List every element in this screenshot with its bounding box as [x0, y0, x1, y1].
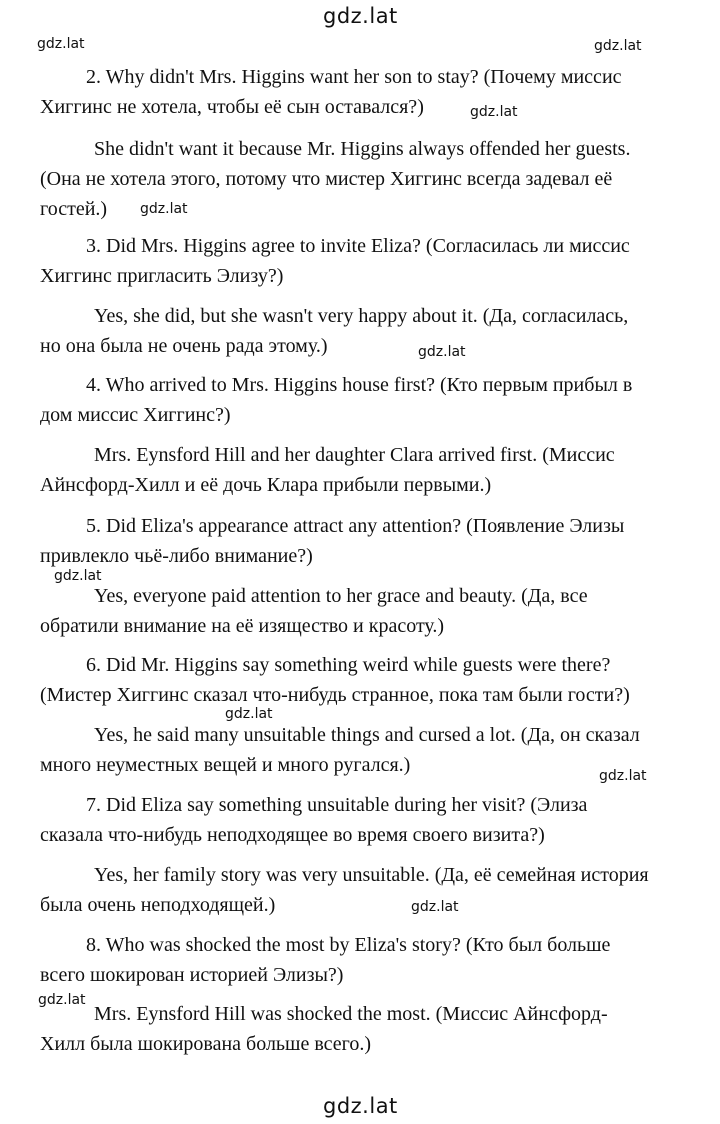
text-line: Yes, everyone paid attention to her grace and beauty. (Да, все [94, 585, 588, 607]
text-line: привлекло чьё-либо внимание?) [40, 545, 313, 567]
answer-7 [40, 860, 690, 920]
text-line: Yes, she did, but she wasn't very happy about it. (Да, согласилась, [94, 305, 629, 327]
question-6 [40, 650, 690, 710]
text-line: была очень неподходящей.) [40, 894, 276, 916]
answer-4 [40, 440, 690, 500]
text-line: 2. Why didn't Mrs. Higgins want her son to stay? (Почему миссис [86, 66, 622, 88]
answer-5 [40, 581, 690, 641]
answer-2 [40, 134, 690, 224]
text-line: Mrs. Eynsford Hill and her daughter Clara arrived first. (Миссис [94, 444, 615, 466]
text-line: гостей.) [40, 198, 108, 220]
watermark: gdz.lat [418, 344, 466, 360]
question-8 [40, 930, 690, 990]
text-line: сказала что-нибудь неподходящее во время своего визита?) [40, 824, 545, 846]
text-line: 8. Who was shocked the most by Eliza's story? (Кто был больше [86, 934, 611, 956]
text-line: Хиггинс не хотела, чтобы её сын оставался?) [40, 96, 424, 118]
watermark: gdz.lat [470, 104, 518, 120]
question-3 [40, 231, 690, 291]
text-line: 4. Who arrived to Mrs. Higgins house first? (Кто первым прибыл в [86, 374, 633, 396]
watermark: gdz.lat [54, 568, 102, 584]
question-7 [40, 790, 690, 850]
watermark-bottom: gdz.lat [323, 1094, 398, 1118]
text-line: Yes, he said many unsuitable things and cursed a lot. (Да, он сказал [94, 724, 640, 746]
text-line: Yes, her family story was very unsuitable. (Да, её семейная история [94, 864, 649, 886]
text-line: (Мистер Хиггинс сказал что-нибудь странное, пока там были гости?) [40, 684, 630, 706]
text-line: Mrs. Eynsford Hill was shocked the most. (Миссис Айнсфорд- [94, 1003, 608, 1025]
text-line: обратили внимание на её изящество и красоту.) [40, 615, 445, 637]
answer-8 [40, 999, 690, 1059]
watermark: gdz.lat [140, 201, 188, 217]
answer-6 [40, 720, 690, 780]
text-line: дом миссис Хиггинс?) [40, 404, 231, 426]
text-line: 5. Did Eliza's appearance attract any attention? (Появление Элизы [86, 515, 625, 537]
watermark: gdz.lat [225, 706, 273, 722]
text-line: 7. Did Eliza say something unsuitable during her visit? (Элиза [86, 794, 588, 816]
text-line: много неуместных вещей и много ругался.) [40, 754, 411, 776]
answer-3 [40, 301, 690, 361]
question-5 [40, 511, 690, 571]
watermark: gdz.lat [38, 992, 86, 1008]
text-line: She didn't want it because Mr. Higgins always offended her guests. [94, 138, 631, 160]
text-line: всего шокирован историей Элизы?) [40, 964, 344, 986]
text-line: 3. Did Mrs. Higgins agree to invite Eliza? (Согласилась ли миссис [86, 235, 630, 257]
question-2 [40, 62, 690, 122]
question-4 [40, 370, 690, 430]
text-line: но она была не очень рада этому.) [40, 335, 328, 357]
watermark: gdz.lat [411, 899, 459, 915]
text-line: Айнсфорд-Хилл и её дочь Клара прибыли первыми.) [40, 474, 492, 496]
text-line: Хиггинс пригласить Элизу?) [40, 265, 284, 287]
watermark: gdz.lat [594, 38, 642, 54]
text-line: Хилл была шокирована больше всего.) [40, 1033, 372, 1055]
watermark: gdz.lat [37, 36, 85, 52]
watermark-top: gdz.lat [323, 4, 398, 28]
watermark: gdz.lat [599, 768, 647, 784]
text-line: (Она не хотела этого, потому что мистер Хиггинс всегда задевал её [40, 168, 613, 190]
text-line: 6. Did Mr. Higgins say something weird while guests were there? [86, 654, 611, 676]
